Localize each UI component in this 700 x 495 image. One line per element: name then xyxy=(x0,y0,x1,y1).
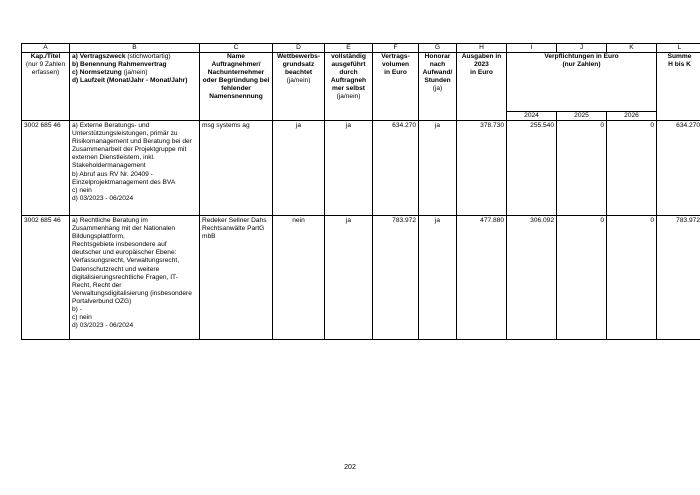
column-letter: B xyxy=(70,44,200,53)
year-2025: 2025 xyxy=(557,112,607,121)
contractor-cell: msg systems ag xyxy=(200,121,273,216)
self-executed-cell: ja xyxy=(325,121,373,216)
header-summe: Summe H bis K xyxy=(657,53,700,121)
description-cell: a) Externe Beratungs- und Unterstützungsleistungen, primär zu Risikomanagement und Beratung bei der Zusammenarbeit der Projektgruppe mit externen Dienstleistern, inkl. Stakeholdermanagement b) Abruf aus RV Nr. 20409 - Einzelprojektmanagement des BVA c) nein d) 03/2023 - 06/2024 xyxy=(70,121,200,216)
header-row xyxy=(22,53,700,112)
volume-cell: 783.972 xyxy=(373,216,419,340)
column-letter: H xyxy=(457,44,507,53)
volume-cell: 634.270 xyxy=(373,121,419,216)
year-2026: 2026 xyxy=(607,112,657,121)
sum-cell: 634.270 xyxy=(657,121,700,216)
column-letter: K xyxy=(607,44,657,53)
column-letter: C xyxy=(200,44,273,53)
column-letter: I xyxy=(507,44,557,53)
column-letter: J xyxy=(557,44,607,53)
header-vertragszweck: a) Vertragszweck (stichwortartig) b) Benennung Rahmenvertrag c) Normsetzung (ja/nein) d) Laufzeit (Monat/Jahr - Monat/Jahr) xyxy=(70,53,200,121)
sum-cell: 783.972 xyxy=(657,216,700,340)
column-letter: A xyxy=(22,44,70,53)
self-executed-cell: ja xyxy=(325,216,373,340)
header-auftragnehmer: Name Auftragnehmer/ Nachunternehmer oder Begründung bei fehlender Namensnennung xyxy=(200,53,273,121)
column-letter: F xyxy=(373,44,419,53)
commitment-2025-cell: 0 xyxy=(557,216,607,340)
description-cell: a) Rechtliche Beratung im Zusammenhang mit der Nationalen Bildungsplattform, Rechtsgebiete insbesondere auf deutscher und europäischer Ebene: Verfassungsrecht, Verwaltungsrecht, Datenschutzrecht und weitere digitalisierungsrechtliche Fragen, IT- Recht, Recht der Verwaltungsdigitalisierung (insbesondere Portalverbund OZG) b) - c) nein d) 03/2023 - 06/2024 xyxy=(70,216,200,340)
table-row xyxy=(22,121,700,216)
kap-titel-cell: 3002 685 46 xyxy=(22,216,70,340)
column-letter: L xyxy=(657,44,700,53)
commitment-2026-cell: 0 xyxy=(607,216,657,340)
commitment-2025-cell: 0 xyxy=(557,121,607,216)
column-letter: G xyxy=(419,44,457,53)
contractor-cell: Redeker Sellner Dahs Rechtsanwälte PartG mbB xyxy=(200,216,273,340)
spend-2023-cell: 477.880 xyxy=(457,216,507,340)
table-row xyxy=(22,216,700,340)
header-vollstaendig-ausgefuehrt: vollständig ausgeführt durch Auftragneh mer selbst (ja/nein) xyxy=(325,53,373,121)
commitment-2024-cell: 255.540 xyxy=(507,121,557,216)
header-verpflichtungen: Verpflichtungen in Euro (nur Zahlen) xyxy=(507,53,657,112)
hourly-cell: ja xyxy=(419,121,457,216)
header-kap-titel: Kap./Titel (nur 9 Zahlen erfassen) xyxy=(22,53,70,121)
kap-titel-cell: 3002 685 46 xyxy=(22,121,70,216)
column-letter: E xyxy=(325,44,373,53)
column-letter: D xyxy=(273,44,325,53)
hourly-cell: ja xyxy=(419,216,457,340)
header-vertragsvolumen: Vertrags- volumen in Euro xyxy=(373,53,419,121)
competition-cell: ja xyxy=(273,121,325,216)
competition-cell: nein xyxy=(273,216,325,340)
header-ausgaben-2023: Ausgaben in 2023 in Euro xyxy=(457,53,507,121)
header-honorar: Honorar nach Aufwand/ Stunden (ja) xyxy=(419,53,457,121)
column-letter-row xyxy=(22,44,700,53)
spend-2023-cell: 378.730 xyxy=(457,121,507,216)
year-2024: 2024 xyxy=(507,112,557,121)
page-number: 202 xyxy=(344,464,356,471)
commitment-2026-cell: 0 xyxy=(607,121,657,216)
contracts-table xyxy=(21,43,700,340)
commitment-2024-cell: 306.092 xyxy=(507,216,557,340)
header-wettbewerbsgrundsatz: Wettbewerbs- grundsatz beachtet (ja/nein) xyxy=(273,53,325,121)
